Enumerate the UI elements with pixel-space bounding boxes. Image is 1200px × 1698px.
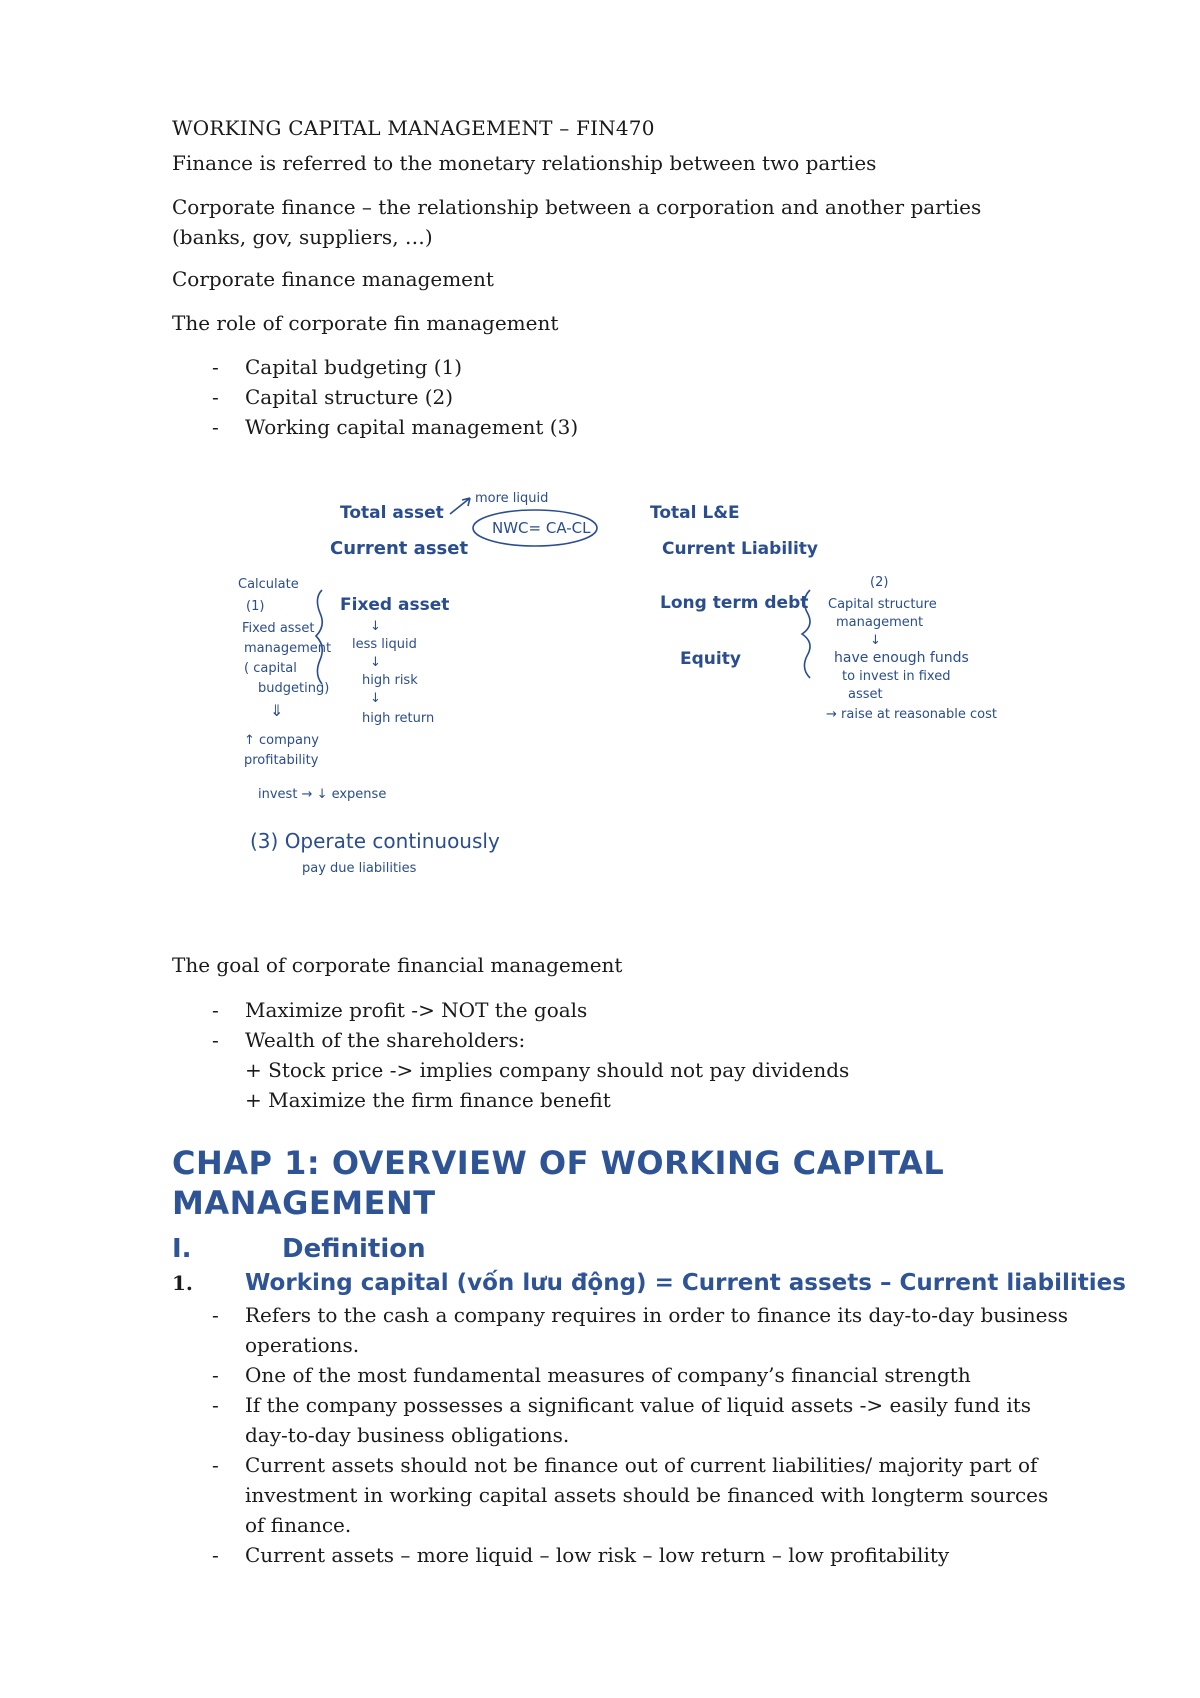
list-item: - Wealth of the shareholders: + Stock price -> implies company should not pay dividends + Maximize the firm finance benefit bbox=[172, 1025, 849, 1115]
note-three: (3) Operate continuously bbox=[250, 829, 500, 853]
double-down-arrow-icon: ⇓ bbox=[270, 701, 284, 720]
list-item: - If the company possesses a significant value of liquid assets -> easily fund its day-to-day business obligations. bbox=[212, 1393, 1032, 1447]
list-item: - Capital structure (2) bbox=[212, 385, 454, 409]
brace-icon bbox=[316, 590, 322, 684]
chapter-heading: CHAP 1: OVERVIEW OF WORKING CAPITAL MANAGEMENT bbox=[172, 1144, 945, 1222]
note-management-2: management bbox=[836, 615, 924, 630]
note-budgeting: budgeting) bbox=[258, 681, 330, 696]
arrow-icon bbox=[450, 498, 470, 514]
note-total-le: Total L&E bbox=[650, 503, 740, 523]
paragraph-goal: The goal of corporate financial management bbox=[172, 953, 623, 977]
note-to-invest: to invest in fixed bbox=[842, 669, 951, 684]
goal-list bbox=[172, 995, 849, 1115]
note-current-asset: Current asset bbox=[330, 538, 469, 559]
note-fixed-asset: Fixed asset bbox=[340, 595, 450, 615]
list-item: - Working capital management (3) bbox=[212, 415, 579, 439]
note-profitability: profitability bbox=[244, 753, 319, 768]
note-calculate: Calculate bbox=[238, 577, 299, 592]
list-item: - Capital budgeting (1) bbox=[212, 355, 463, 379]
note-current-liability: Current Liability bbox=[662, 539, 819, 559]
list-item: - Current assets should not be finance out of current liabilities/ majority part of investment in working capital assets should be financed with longterm sources of finance. bbox=[212, 1453, 1049, 1537]
note-less-liquid: less liquid bbox=[352, 637, 417, 652]
note-nwc: NWC= CA-CL bbox=[492, 519, 591, 537]
note-raise: → raise at reasonable cost bbox=[826, 707, 997, 722]
sub-item: + Stock price -> implies company should not pay dividends bbox=[245, 1058, 850, 1082]
note-more-liquid: more liquid bbox=[475, 491, 549, 506]
note-high-risk: high risk bbox=[362, 673, 418, 688]
paragraph-corporate-finance: Corporate finance – the relationship between a corporation and another parties (banks, gov, suppliers, …) bbox=[172, 195, 982, 249]
role-list bbox=[172, 352, 578, 442]
note-total-asset: Total asset bbox=[340, 503, 444, 523]
down-arrow-icon: ↓ bbox=[370, 655, 381, 670]
note-have-enough: have enough funds bbox=[834, 650, 969, 666]
down-arrow-icon: ↓ bbox=[870, 633, 881, 648]
document-title: WORKING CAPITAL MANAGEMENT – FIN470 bbox=[172, 116, 655, 140]
note-company: ↑ company bbox=[244, 733, 319, 748]
note-capital-structure: Capital structure bbox=[828, 597, 937, 612]
sub-item: + Maximize the firm finance benefit bbox=[245, 1088, 611, 1112]
note-capital: ( capital bbox=[244, 661, 297, 676]
handwritten-notes-diagram bbox=[230, 478, 1080, 898]
section-heading: I. Definition bbox=[172, 1234, 426, 1264]
note-one: (1) bbox=[246, 599, 265, 614]
paragraph-finance-definition: Finance is referred to the monetary relationship between two parties bbox=[172, 151, 877, 175]
definition-list bbox=[172, 1300, 1072, 1570]
note-fixed-asset-mgmt: Fixed asset bbox=[242, 621, 315, 636]
note-long-term-debt: Long term debt bbox=[660, 593, 809, 613]
list-item: - One of the most fundamental measures of company’s financial strength bbox=[212, 1363, 971, 1387]
paragraph-corporate-finance-management: Corporate finance management bbox=[172, 267, 494, 291]
note-asset: asset bbox=[848, 687, 883, 702]
note-management: management bbox=[244, 641, 332, 656]
list-item: - Refers to the cash a company requires in order to finance its day-to-day business operations. bbox=[212, 1303, 1069, 1357]
list-item: - Current assets – more liquid – low risk – low return – low profitability bbox=[212, 1543, 950, 1567]
paragraph-role: The role of corporate fin management bbox=[172, 311, 559, 335]
down-arrow-icon: ↓ bbox=[370, 691, 381, 706]
down-arrow-icon: ↓ bbox=[370, 619, 381, 634]
subsection-heading: 1. Working capital (vốn lưu động) = Current assets – Current liabilities bbox=[172, 1270, 1126, 1296]
list-item: - Maximize profit -> NOT the goals bbox=[212, 998, 588, 1022]
note-two: (2) bbox=[870, 575, 889, 590]
note-high-return: high return bbox=[362, 711, 435, 726]
note-pay-due: pay due liabilities bbox=[302, 861, 417, 876]
note-equity: Equity bbox=[680, 649, 741, 669]
note-invest: invest → ↓ expense bbox=[258, 787, 387, 802]
